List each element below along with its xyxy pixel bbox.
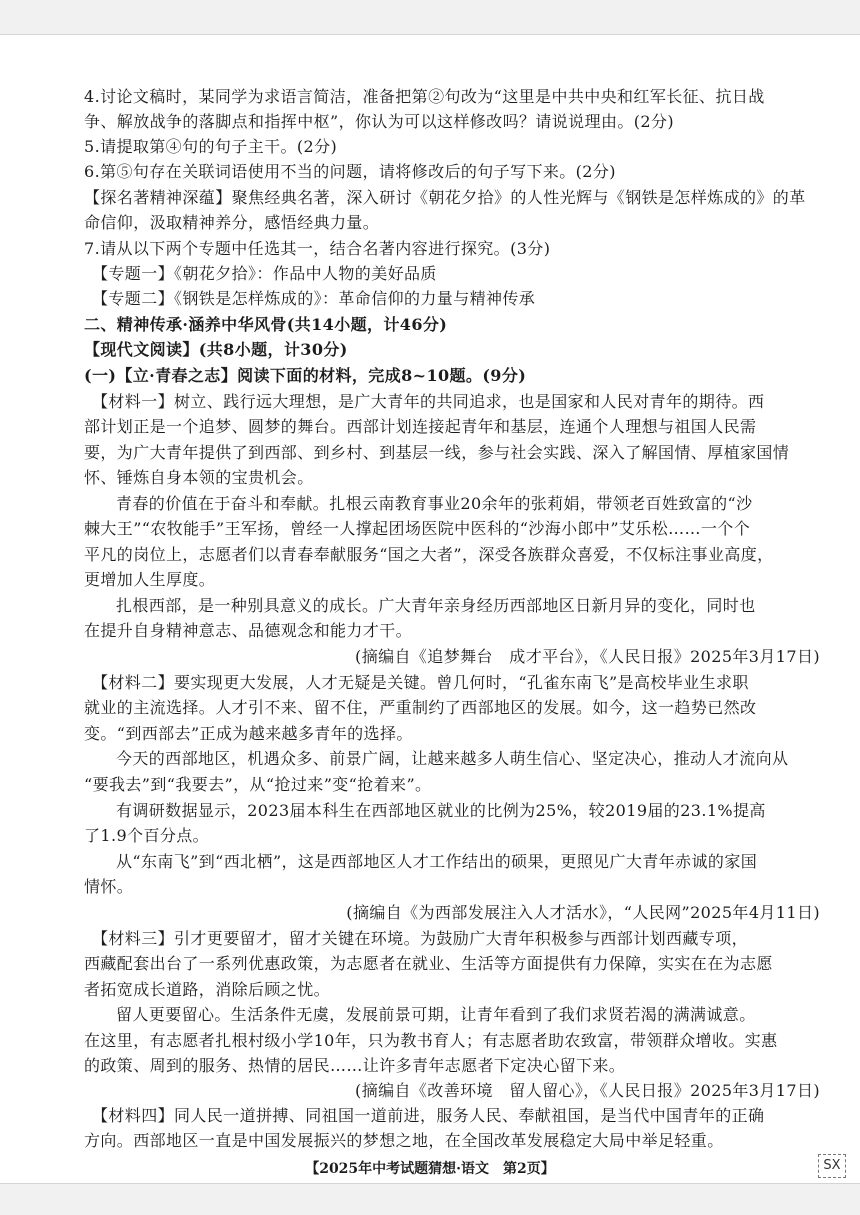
material-two-line-1: 【材料二】要实现更大发展，人才无疑是关键。曾几何时，“孔雀东南飞”是高校毕业生求职 [92,673,749,692]
classics-intro-line-1: 【探名著精神深蕴】聚焦经典名著，深入研讨《朝花夕拾》的人性光辉与《钢铁是怎样炼成的》的革 [84,188,806,207]
q4-line-2: 争、解放战争的落脚点和指挥中枢”，你认为可以这样修改吗？请说说理由。(2分) [84,112,675,131]
material-two-p4-line-1: 从“东南飞”到“西北栖”，这是西部地区人才工作结出的硕果，更照见广大青年赤诚的家国 [116,852,758,871]
material-one-line-1: 【材料一】树立、践行远大理想，是广大青年的共同追求，也是国家和人民对青年的期待。西 [92,392,765,411]
material-three-p2-line-1: 留人更要留心。生活条件无虞，发展前景可期，让青年看到了我们求贤若渴的满满诚意。 [116,1005,756,1024]
q5: 5.请提取第④句的句子主干。(2分) [84,137,338,156]
material-one-line-3: 要，为广大青年提供了到西部、到乡村、到基层一线，参与社会实践、深入了解国情、厚植家国情 [84,443,790,462]
material-three-p2-line-2: 在这里，有志愿者扎根村级小学10年，只为教书育人；有志愿者助农致富，带领群众增收。实惠 [84,1031,778,1050]
material-three-line-1: 【材料三】引才更要留才，留才关键在环境。为鼓励广大青年积极参与西部计划西藏专项， [92,929,749,948]
material-one-line-2: 部计划正是一个追梦、圆梦的舞台。西部计划连接起青年和基层，连通个人理想与祖国人民需 [84,417,757,436]
material-two-p2-line-1: 今天的西部地区，机遇众多、前景广阔，让越来越多人萌生信心、坚定决心，推动人才流向从 [116,749,789,768]
material-two-line-3: 变。“到西部去”正成为越来越多青年的选择。 [84,724,413,743]
material-one-p2-line-2: 棘大王”“农牧能手”王军扬，曾经一人撑起团场医院中医科的“沙海小郎中”艾乐松……一个个 [84,519,751,538]
classics-intro-line-2: 命信仰，汲取精神养分，感悟经典力量。 [84,213,380,232]
material-two-p3-line-2: 了1.9个百分点。 [84,826,210,845]
material-two-line-2: 就业的主流选择。人才引不来、留不住，严重制约了西部地区的发展。如今，这一趋势已然改 [84,698,757,717]
material-three-p2-line-3: 的政策、周到的服务、热情的居民……让许多青年志愿者下定决心留下来。 [84,1056,626,1075]
topic-one: 【专题一】《朝花夕拾》：作品中人物的美好品质 [92,264,437,283]
material-three-source: (摘编自《改善环境 留人留心》，《人民日报》2025年3月17日) [355,1081,820,1100]
topic-two: 【专题二】《钢铁是怎样炼成的》：革命信仰的力量与精神传承 [92,289,536,308]
section-two-heading: 二、精神传承·涵养中华风骨(共14小题，计46分) [84,315,448,334]
q4-line-1: 4.讨论文稿时，某同学为求语言简洁，准备把第②句改为“这里是中共中央和红军长征、抗日战 [84,87,765,106]
material-one-p2-line-3: 平凡的岗位上，志愿者们以青春奉献服务“国之大者”，深受各族群众喜爱，不仅标注事业高度， [84,545,774,564]
material-two-p2-line-2: “要我去”到“我要去”，从“抢过来”变“抢着来”。 [84,775,432,794]
material-one-p2-line-4: 更增加人生厚度。 [84,570,216,589]
material-four-line-2: 方向。西部地区一直是中国发展振兴的梦想之地，在全国改革发展稳定大局中举足轻重。 [84,1131,724,1150]
material-three-line-2: 西藏配套出台了一系列优惠政策，为志愿者在就业、生活等方面提供有力保障，实实在在为志愿 [84,954,773,973]
sx-badge: SX [818,1154,846,1178]
material-two-p3-line-1: 有调研数据显示，2023届本科生在西部地区就业的比例为25%，较2019届的23.1%提高 [116,801,766,820]
page-footer: 【2025年中考试题猜想·语文 第2页】 [305,1161,555,1177]
material-four-line-1: 【材料四】同人民一道拼搏、同祖国一道前进，服务人民、奉献祖国，是当代中国青年的正确 [92,1106,765,1125]
q6: 6.第⑤句存在关联词语使用不当的问题，请将修改后的句子写下来。(2分) [84,162,616,181]
part-one-heading: (一)【立·青春之志】阅读下面的材料，完成8~10题。(9分) [84,366,527,385]
material-one-source: (摘编自《追梦舞台 成才平台》，《人民日报》2025年3月17日) [355,647,820,666]
material-three-line-3: 者拓宽成长道路，消除后顾之忧。 [84,980,331,999]
material-one-p3-line-1: 扎根西部，是一种别具意义的成长。广大青年亲身经历西部地区日新月异的变化，同时也 [116,596,756,615]
material-two-source: (摘编自《为西部发展注入人才活水》，“人民网”2025年4月11日) [346,903,820,922]
material-two-p4-line-2: 情怀。 [84,877,134,896]
q7: 7.请从以下两个专题中任选其一，结合名著内容进行探究。(3分) [84,239,551,258]
modern-reading-heading: 【现代文阅读】(共8小题，计30分) [84,340,348,359]
material-one-line-4: 怀、锤炼自身本领的宝贵机会。 [84,468,314,487]
material-one-p2-line-1: 青春的价值在于奋斗和奉献。扎根云南教育事业20余年的张莉娟，带领老百姓致富的“沙 [116,494,753,513]
material-one-p3-line-2: 在提升自身精神意志、品德观念和能力才干。 [84,621,413,640]
